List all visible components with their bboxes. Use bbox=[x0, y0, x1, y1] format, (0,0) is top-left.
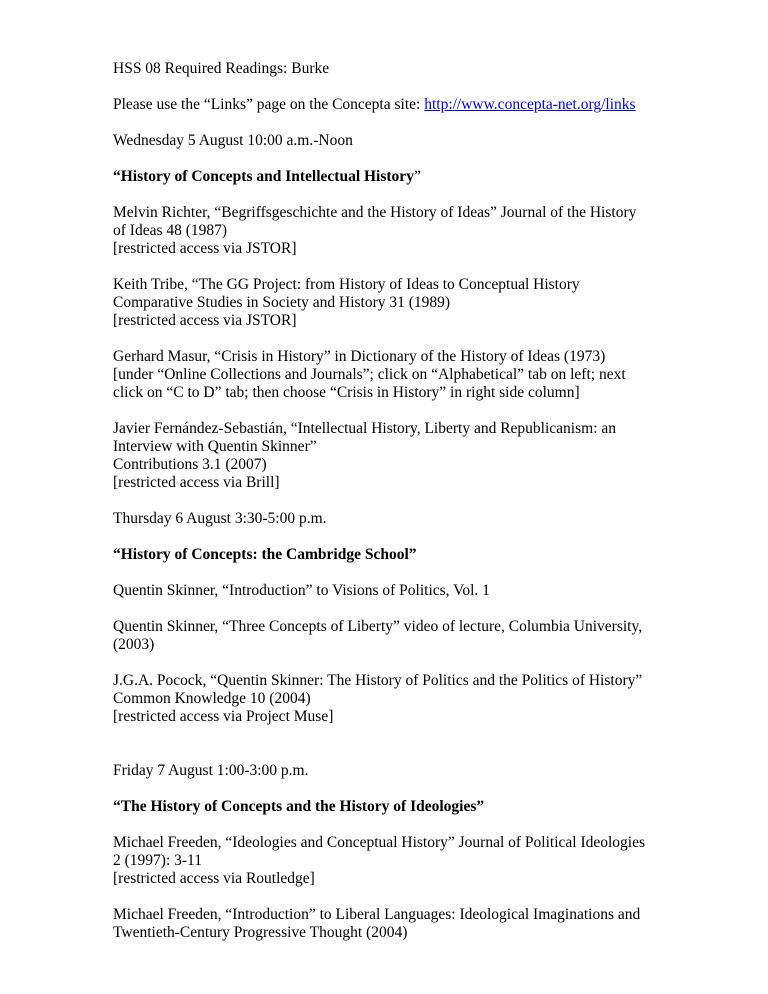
links-note bbox=[113, 96, 713, 114]
reading-line: Comparative Studies in Society and History 31 (1989) bbox=[113, 294, 451, 311]
reading-line: [restricted access via Routledge] bbox=[113, 870, 315, 887]
session-heading-bold: “History of Concepts: the Cambridge School” bbox=[113, 546, 417, 563]
reading-line: [under “Online Collections and Journals”; click on “Alphabetical” tab on left; next bbox=[113, 366, 626, 383]
reading-line: Quentin Skinner, “Introduction” to Visions of Politics, Vol. 1 bbox=[113, 582, 490, 599]
document-title: HSS 08 Required Readings: Burke bbox=[113, 60, 330, 77]
reading-line: Melvin Richter, “Begriffsgeschichte and the History of Ideas” Journal of the History bbox=[113, 204, 637, 221]
reading-line: of Ideas 48 (1987) bbox=[113, 222, 228, 239]
links-note-text: Please use the “Links” page on the Concepta site: bbox=[113, 96, 425, 113]
reading-entry bbox=[113, 672, 713, 726]
links-note-block bbox=[113, 96, 713, 114]
reading-line: Gerhard Masur, “Crisis in History” in Dictionary of the History of Ideas (1973) bbox=[113, 348, 606, 365]
reading-entry bbox=[113, 420, 713, 492]
session-date: Thursday 6 August 3:30-5:00 p.m. bbox=[113, 510, 327, 527]
reading-line: Twentieth-Century Progressive Thought (2004) bbox=[113, 924, 408, 941]
session-2-date-block bbox=[113, 510, 713, 528]
document-title-block bbox=[113, 60, 713, 78]
session-heading bbox=[113, 168, 713, 186]
reading-line: [restricted access via JSTOR] bbox=[113, 240, 297, 257]
reading-entry bbox=[113, 276, 713, 330]
reading-line: 2 (1997): 3-11 bbox=[113, 852, 202, 869]
concepta-links-url[interactable]: http://www.concepta-net.org/links bbox=[424, 96, 636, 113]
session-2-heading-block bbox=[113, 546, 713, 564]
reading-line: Contributions 3.1 (2007) bbox=[113, 456, 267, 473]
session-date: Wednesday 5 August 10:00 a.m.-Noon bbox=[113, 132, 353, 149]
reading-line: [restricted access via JSTOR] bbox=[113, 312, 297, 329]
document-page bbox=[113, 60, 713, 960]
reading-entry bbox=[113, 204, 713, 258]
reading-entry bbox=[113, 906, 713, 942]
reading-line: (2003) bbox=[113, 636, 155, 653]
reading-entry bbox=[113, 348, 713, 402]
session-1-date-block bbox=[113, 132, 713, 150]
reading-line: Quentin Skinner, “Three Concepts of Liberty” video of lecture, Columbia University, bbox=[113, 618, 643, 635]
reading-line: J.G.A. Pocock, “Quentin Skinner: The History of Politics and the Politics of History” bbox=[113, 672, 643, 689]
session-1-heading-block bbox=[113, 168, 713, 186]
session-heading bbox=[113, 798, 713, 816]
session-heading bbox=[113, 546, 713, 564]
session-date: Friday 7 August 1:00-3:00 p.m. bbox=[113, 762, 309, 779]
reading-line: Common Knowledge 10 (2004) bbox=[113, 690, 311, 707]
reading-line: Keith Tribe, “The GG Project: from History of Ideas to Conceptual History bbox=[113, 276, 580, 293]
reading-line: click on “C to D” tab; then choose “Crisis in History” in right side column] bbox=[113, 384, 580, 401]
reading-line: Michael Freeden, “Ideologies and Conceptual History” Journal of Political Ideologies bbox=[113, 834, 646, 851]
reading-line: Interview with Quentin Skinner” bbox=[113, 438, 317, 455]
reading-entry bbox=[113, 582, 713, 600]
session-heading-bold: “History of Concepts and Intellectual History bbox=[113, 168, 414, 185]
reading-entry bbox=[113, 618, 713, 654]
reading-line: Michael Freeden, “Introduction” to Liberal Languages: Ideological Imaginations and bbox=[113, 906, 641, 923]
session-3-date-block bbox=[113, 762, 713, 780]
reading-entry bbox=[113, 834, 713, 888]
reading-line: Javier Fernández-Sebastián, “Intellectual History, Liberty and Republicanism: an bbox=[113, 420, 617, 437]
session-heading-bold: “The History of Concepts and the History of Ideologies” bbox=[113, 798, 485, 815]
session-3-heading-block bbox=[113, 798, 713, 816]
reading-line: [restricted access via Brill] bbox=[113, 474, 280, 491]
reading-line: [restricted access via Project Muse] bbox=[113, 708, 334, 725]
session-heading-plain: ” bbox=[413, 168, 421, 185]
